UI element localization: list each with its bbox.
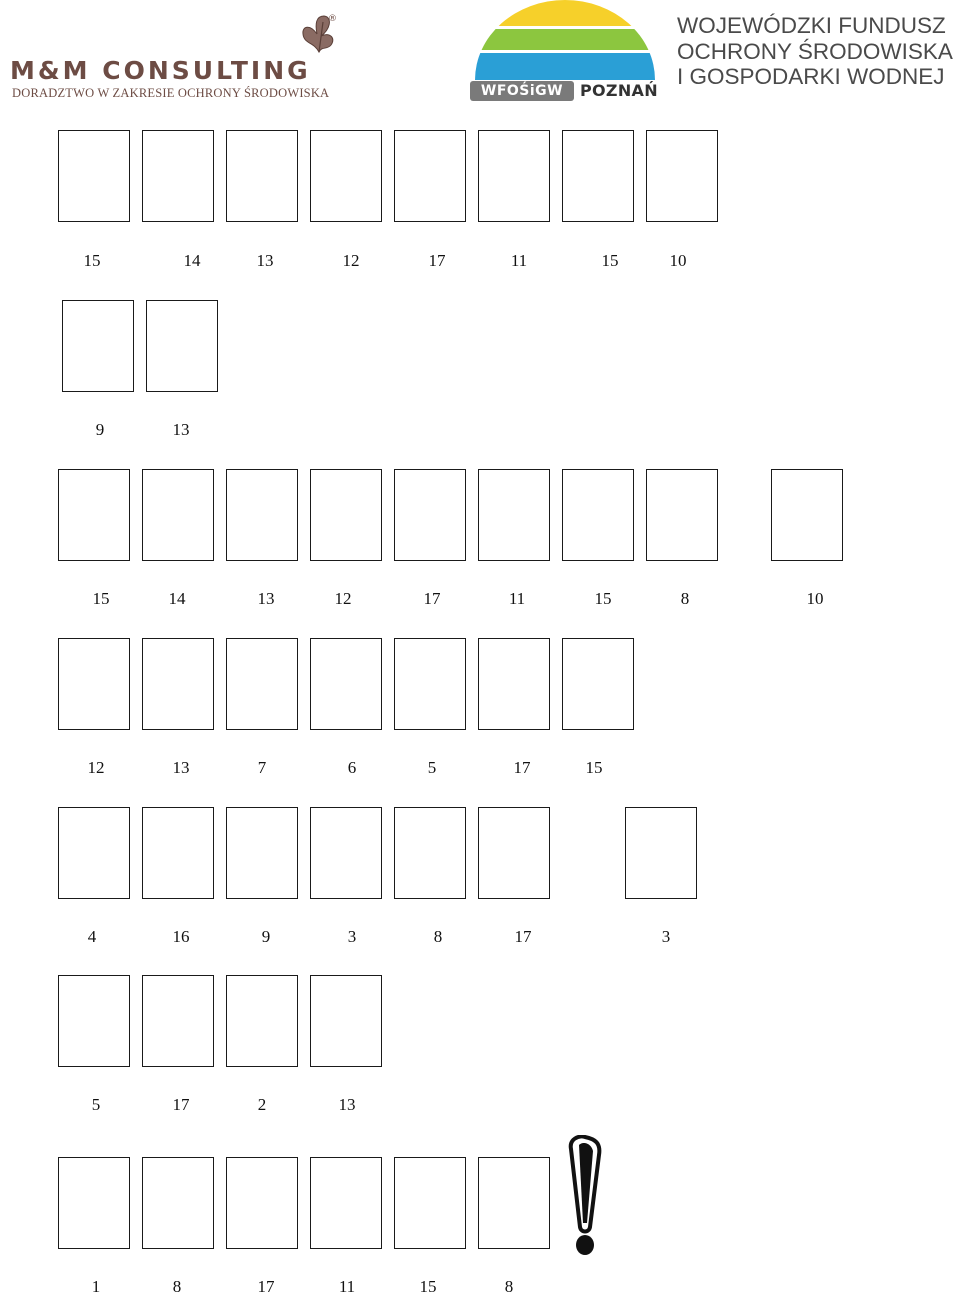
letter-box[interactable]	[226, 469, 298, 561]
clue-number: 14	[168, 589, 186, 608]
clue-number: 5	[427, 758, 437, 777]
letter-box[interactable]	[142, 469, 214, 561]
letter-box[interactable]	[58, 130, 130, 222]
fund-name-line: OCHRONY ŚRODOWISKA	[677, 38, 953, 64]
clue-number: 17	[428, 251, 446, 270]
mm-consulting-logo	[10, 14, 340, 102]
letter-box[interactable]	[478, 807, 550, 899]
letter-box[interactable]	[58, 638, 130, 730]
clue-number: 17	[514, 927, 532, 946]
clue-number: 13	[338, 1095, 356, 1114]
wfosigw-badge: WFOŚiGW	[470, 81, 574, 101]
letter-box[interactable]	[226, 975, 298, 1067]
letter-box[interactable]	[310, 130, 382, 222]
clue-number: 11	[508, 589, 526, 608]
letter-box[interactable]	[478, 469, 550, 561]
letter-box[interactable]	[226, 1157, 298, 1249]
clue-number: 5	[91, 1095, 101, 1114]
letter-box[interactable]	[562, 469, 634, 561]
clue-number: 16	[172, 927, 190, 946]
letter-box[interactable]	[226, 807, 298, 899]
exclamation-icon	[563, 1135, 607, 1257]
clue-number: 14	[183, 251, 201, 270]
registered-mark: ®	[328, 14, 337, 24]
letter-box[interactable]	[142, 130, 214, 222]
letter-box[interactable]	[226, 130, 298, 222]
sunrise-emblem-icon	[470, 0, 660, 80]
clue-number: 4	[87, 927, 97, 946]
wfosigw-logo	[470, 0, 660, 102]
letter-box[interactable]	[58, 975, 130, 1067]
clue-number: 11	[510, 251, 528, 270]
letter-box[interactable]	[394, 807, 466, 899]
letter-box[interactable]	[478, 638, 550, 730]
letter-box[interactable]	[310, 975, 382, 1067]
letter-box[interactable]	[58, 807, 130, 899]
clue-number: 15	[601, 251, 619, 270]
clue-number: 8	[172, 1277, 182, 1296]
mm-wordmark: M&M CONSULTING	[10, 56, 311, 85]
clue-number: 8	[680, 589, 690, 608]
clue-number: 15	[83, 251, 101, 270]
letter-box[interactable]	[310, 807, 382, 899]
letter-box[interactable]	[625, 807, 697, 899]
letter-box[interactable]	[646, 469, 718, 561]
clue-number: 15	[92, 589, 110, 608]
clue-number: 9	[261, 927, 271, 946]
letter-box[interactable]	[310, 638, 382, 730]
clue-number: 8	[433, 927, 443, 946]
clue-number: 3	[661, 927, 671, 946]
clue-number: 17	[172, 1095, 190, 1114]
letter-box[interactable]	[142, 638, 214, 730]
clue-number: 12	[342, 251, 360, 270]
letter-box[interactable]	[771, 469, 843, 561]
clue-number: 8	[504, 1277, 514, 1296]
clue-number: 2	[257, 1095, 267, 1114]
fund-name-line: I GOSPODARKI WODNEJ	[677, 64, 945, 89]
letter-box[interactable]	[58, 469, 130, 561]
clue-number: 15	[594, 589, 612, 608]
letter-box[interactable]	[394, 1157, 466, 1249]
letter-box[interactable]	[142, 807, 214, 899]
clue-number: 13	[172, 420, 190, 439]
clue-number: 3	[347, 927, 357, 946]
letter-box[interactable]	[394, 469, 466, 561]
clue-number: 17	[513, 758, 531, 777]
clue-number: 13	[257, 589, 275, 608]
clue-number: 12	[334, 589, 352, 608]
clue-number: 9	[95, 420, 105, 439]
letter-box[interactable]	[310, 469, 382, 561]
letter-box[interactable]	[646, 130, 718, 222]
fund-name	[677, 13, 953, 90]
clue-number: 10	[806, 589, 824, 608]
fund-name-line: WOJEWÓDZKI FUNDUSZ	[677, 13, 946, 38]
wfosigw-city: POZNAŃ	[580, 81, 658, 100]
letter-box[interactable]	[394, 638, 466, 730]
clue-number: 1	[91, 1277, 101, 1296]
clue-number: 15	[585, 758, 603, 777]
clue-number: 15	[419, 1277, 437, 1296]
letter-box[interactable]	[226, 638, 298, 730]
letter-box[interactable]	[394, 130, 466, 222]
clue-number: 11	[338, 1277, 356, 1296]
letter-box[interactable]	[478, 130, 550, 222]
letter-box[interactable]	[310, 1157, 382, 1249]
letter-box[interactable]	[478, 1157, 550, 1249]
clue-number: 17	[257, 1277, 275, 1296]
clue-number: 7	[257, 758, 267, 777]
letter-box[interactable]	[58, 1157, 130, 1249]
letter-box[interactable]	[562, 638, 634, 730]
clue-number: 17	[423, 589, 441, 608]
letter-box[interactable]	[146, 300, 218, 392]
mm-tagline: DORADZTWO W ZAKRESIE OCHRONY ŚRODOWISKA	[12, 86, 330, 100]
clue-number: 10	[669, 251, 687, 270]
clue-number: 6	[347, 758, 357, 777]
letter-box[interactable]	[562, 130, 634, 222]
clue-number: 13	[256, 251, 274, 270]
letter-box[interactable]	[142, 975, 214, 1067]
clue-number: 12	[87, 758, 105, 777]
letter-box[interactable]	[62, 300, 134, 392]
clue-number: 13	[172, 758, 190, 777]
letter-box[interactable]	[142, 1157, 214, 1249]
